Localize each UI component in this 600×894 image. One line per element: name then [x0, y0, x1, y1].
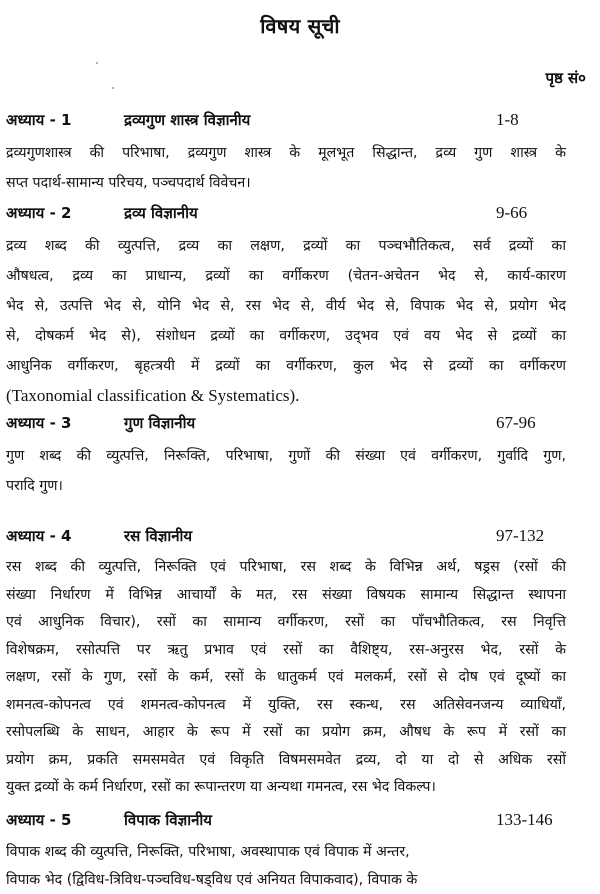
- chapter-description: [6, 554, 566, 802]
- description-line: द्रव्यगुणशास्त्र की परिभाषा, द्रव्यगुण शास्त्र के मूलभूत सिद्धान्त, द्रव्य गुण शास्त्र के: [6, 145, 566, 161]
- description-line: भेद से, उत्पत्ति भेद से, योनि भेद से, रस भेद से, वीर्य भेद से, विपाक भेद से, प्रयोग भेद: [6, 298, 566, 314]
- description-line: रसोपलब्धि के साधन, आहार के रूप में रसों का प्रयोग क्रम, औषध के रूप में रसों का: [6, 724, 566, 740]
- chapter-title: रस विज्ञानीय: [124, 527, 193, 545]
- description-line: एवं आधुनिक विचार), रसों का सामान्य वर्गीकरण, रसों का पाँचभौतिकत्व, रस निवृत्ति: [6, 614, 566, 630]
- description-line: परादि गुण।: [6, 478, 63, 494]
- description-line: आधुनिक वर्गीकरण, बृहत्त्रयी में द्रव्यों का वर्गीकरण, कुल भेद से द्रव्यों का वर्गीकरण: [6, 358, 566, 374]
- description-line: शमनत्व-कोपनत्व एवं शमनत्व-कोपनत्व में युक्ति, रस स्कन्ध, रस अतिसेवनजन्य व्याधियाँ,: [6, 696, 566, 713]
- chapter-page-range: 9-66: [496, 203, 528, 222]
- page-title: विषय सूची: [260, 14, 340, 38]
- chapter-page-range: 1-8: [496, 110, 519, 129]
- scan-speck: [112, 87, 114, 89]
- chapter-entry-4: [6, 526, 596, 802]
- chapter-entry-3: [6, 413, 596, 501]
- chapter-label: अध्याय - 1: [6, 111, 72, 129]
- description-line: से, दोषकर्म भेद से), संशोधन द्रव्यों का वर्गीकरण, उद्‌भव एवं वय भेद से द्रव्यों का: [6, 328, 566, 344]
- chapter-page-range: 133-146: [496, 810, 553, 829]
- description-line: संख्या निर्धारण में विभिन्न आचार्यों के मत, रस संख्या विषयक सामान्य सिद्धान्त स्थापना: [6, 586, 566, 603]
- chapter-label: अध्याय - 4: [6, 527, 72, 545]
- chapter-entry-1: [6, 110, 596, 198]
- chapter-heading: [6, 110, 596, 138]
- chapter-description: [6, 231, 566, 411]
- description-line: युक्त द्रव्यों के कर्म निर्धारण, रसों का रूपान्तरण या अन्यथा गमनत्व, रस भेद विकल्प।: [6, 779, 436, 795]
- chapter-entry-5: [6, 810, 596, 894]
- chapter-heading: [6, 526, 596, 554]
- chapter-heading: [6, 203, 596, 231]
- chapter-description: [6, 838, 566, 894]
- description-line: सप्त पदार्थ-सामान्य परिचय, पञ्चपदार्थ विवेचन।: [6, 175, 251, 191]
- chapter-heading: [6, 810, 596, 838]
- description-line: लक्षण, रसों के गुण, रसों के कर्म, रसों के धातुकर्म एवं मलकर्म, रसों से दोष एवं दूष्यों का: [6, 669, 566, 685]
- description-line: प्रयोग क्रम, प्रकति समसमवेत एवं विकृति विषमसमवेत द्रव्य, दो या दो से अधिक रसों: [6, 751, 566, 768]
- description-line: औषधत्व, द्रव्य का प्राधान्य, द्रव्यों का वर्गीकरण (चेतन-अचेतन भेद से, कार्य-कारण: [6, 268, 566, 284]
- chapter-title: द्रव्यगुण शास्त्र विज्ञानीय: [124, 111, 251, 129]
- chapter-title: विपाक विज्ञानीय: [124, 811, 213, 829]
- description-line: गुण शब्द की व्युत्पत्ति, निरूक्ति, परिभाषा, गुणों की संख्या एवं वर्गीकरण, गुर्वादि गुण,: [6, 448, 566, 464]
- scan-speck: [96, 62, 98, 64]
- description-line: विपाक शब्द की व्युत्पत्ति, निरूक्ति, परिभाषा, अवस्थापाक एवं विपाक में अन्तर,: [6, 844, 410, 860]
- description-line: द्रव्य शब्द की व्युत्पत्ति, द्रव्य का लक्षण, द्रव्यों का पञ्चभौतिकत्व, सर्व द्रव्यों का: [6, 238, 566, 254]
- chapter-heading: [6, 413, 596, 441]
- chapter-description: [6, 441, 566, 501]
- page-number-column-header: पृष्ठ सं०: [545, 69, 586, 87]
- description-line-english: (Taxonomial classification & Systematics).: [6, 386, 300, 405]
- description-line: रस शब्द की व्युत्पत्ति, निरूक्ति एवं परिभाषा, रस शब्द के विभिन्न अर्थ, षड्रस (रसों की: [6, 559, 566, 575]
- chapter-label: अध्याय - 2: [6, 204, 72, 222]
- chapter-entry-2: [6, 203, 596, 411]
- chapter-title: गुण विज्ञानीय: [124, 414, 196, 432]
- chapter-label: अध्याय - 3: [6, 414, 72, 432]
- chapter-label: अध्याय - 5: [6, 811, 72, 829]
- chapter-title: द्रव्य विज्ञानीय: [124, 204, 198, 222]
- chapter-page-range: 97-132: [496, 526, 545, 545]
- chapter-page-range: 67-96: [496, 413, 536, 432]
- chapter-description: [6, 138, 566, 198]
- description-line: विपाक भेद (द्विविध-त्रिविध-पञ्चविध-षड्विध एवं अनियत विपाकवाद), विपाक के: [6, 872, 418, 888]
- description-line: विशेषक्रम, रसोत्पत्ति पर ऋतु प्रभाव एवं रसों का वैशिष्ट्य, रस-अनुरस भेद, रसों के: [6, 641, 566, 658]
